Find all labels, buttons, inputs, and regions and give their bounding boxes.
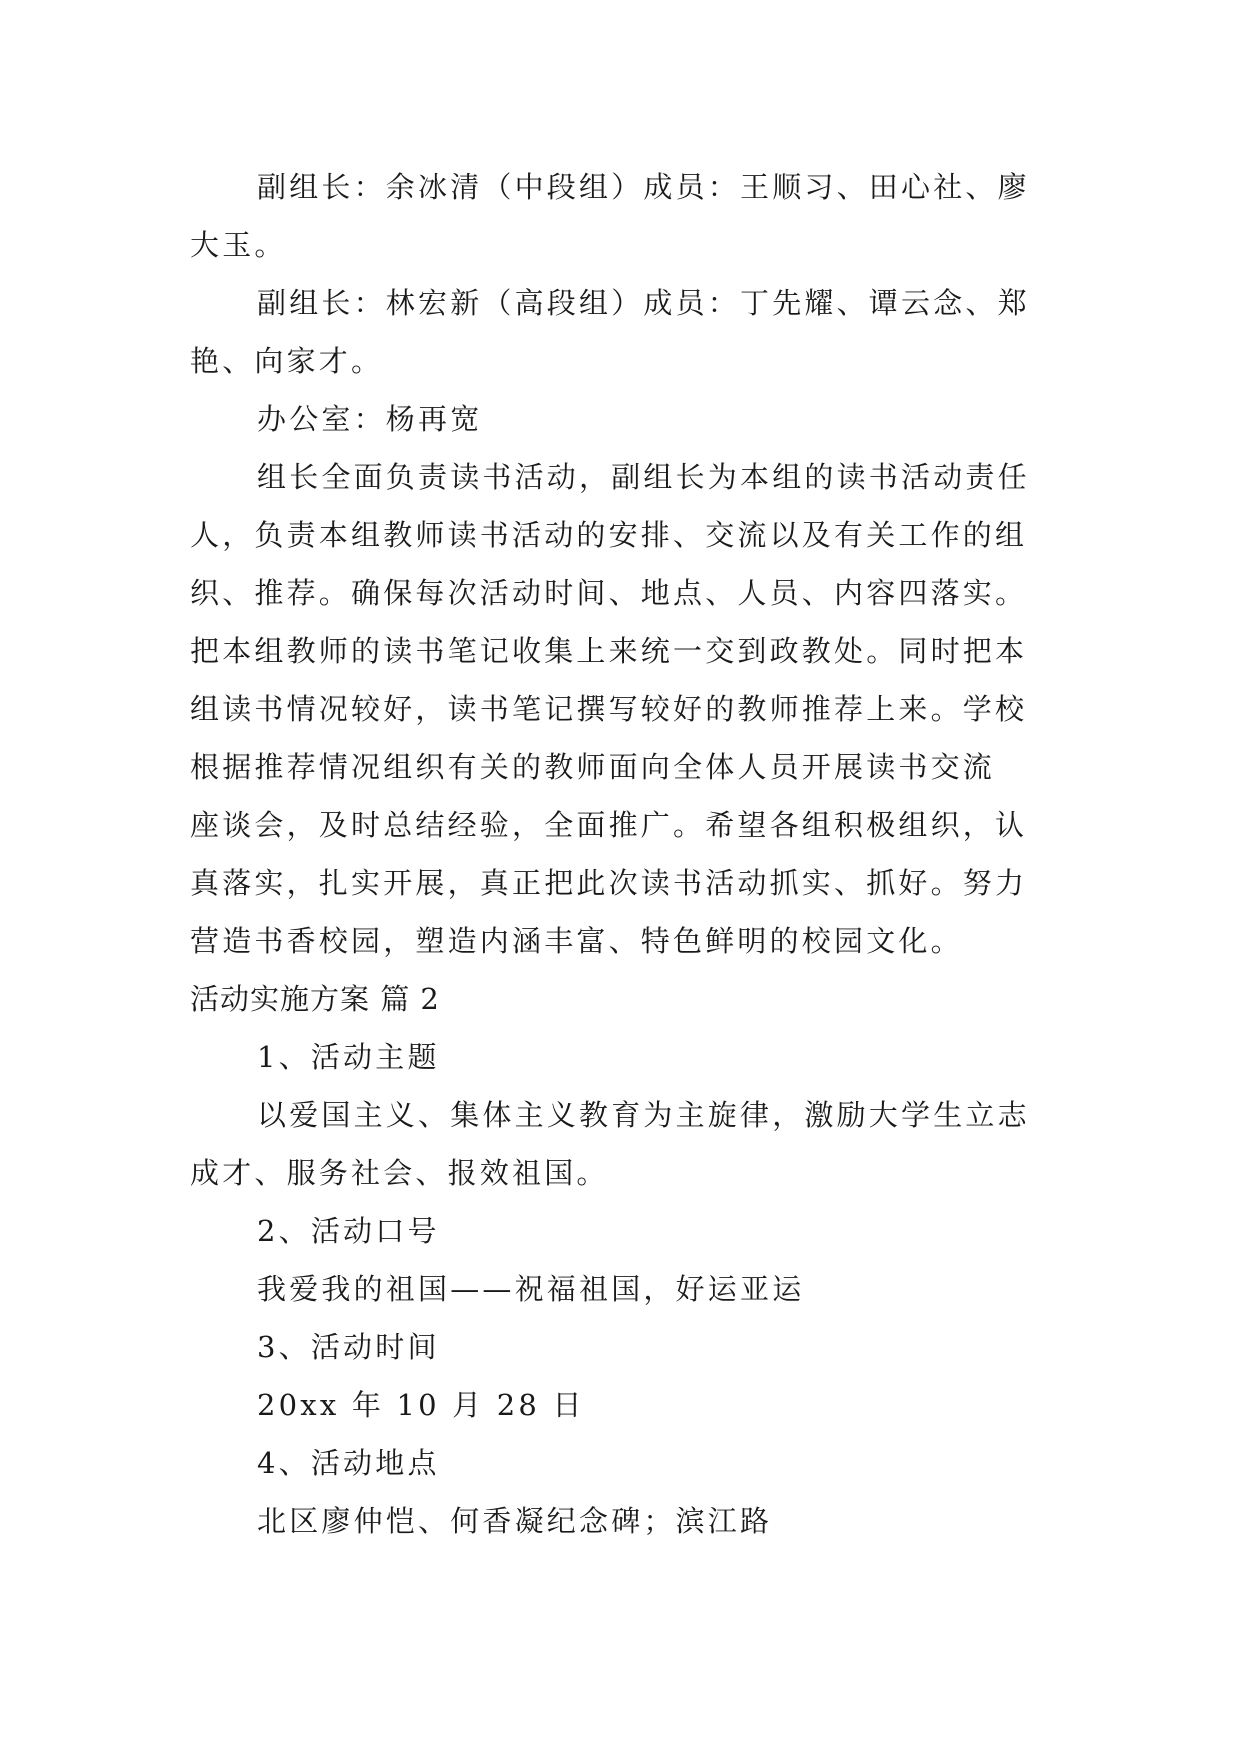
- section-heading: 活动实施方案 篇 2: [190, 982, 440, 1016]
- text-line: 组读书情况较好，读书笔记撰写较好的教师推荐上来。学校: [190, 692, 1028, 726]
- text-line: 组长全面负责读书活动，副组长为本组的读书活动责任: [257, 460, 1030, 494]
- document-body: [190, 158, 1068, 1550]
- text-line: 4、活动地点: [257, 1446, 440, 1480]
- text-line: 成才、服务社会、报效祖国。: [190, 1156, 609, 1190]
- text-line: 人，负责本组教师读书活动的安排、交流以及有关工作的组: [190, 518, 1028, 552]
- text-line: 艳、向家才。: [190, 344, 384, 378]
- text-line: 以爱国主义、集体主义教育为主旋律，激励大学生立志: [257, 1098, 1030, 1132]
- text-line: 把本组教师的读书笔记收集上来统一交到政教处。同时把本: [190, 634, 1028, 668]
- text-line: 20xx 年 10 月 28 日: [257, 1388, 585, 1422]
- text-line: 真落实，扎实开展，真正把此次读书活动抓实、抓好。努力: [190, 866, 1028, 900]
- text-line: 织、推荐。确保每次活动时间、地点、人员、内容四落实。: [190, 576, 1028, 610]
- text-line: 营造书香校园，塑造内涵丰富、特色鲜明的校园文化。: [190, 924, 963, 958]
- text-line: 1、活动主题: [257, 1040, 440, 1074]
- text-line: 座谈会，及时总结经验，全面推广。希望各组积极组织，认: [190, 808, 1028, 842]
- text-line: 办公室：杨再宽: [257, 402, 483, 436]
- text-line: 根据推荐情况组织有关的教师面向全体人员开展读书交流: [190, 750, 996, 784]
- text-line: 3、活动时间: [257, 1330, 440, 1364]
- text-line: 我爱我的祖国——祝福祖国，好运亚运: [257, 1272, 805, 1306]
- text-line: 副组长：林宏新（高段组）成员：丁先耀、谭云念、郑: [257, 286, 1030, 320]
- text-line: 2、活动口号: [257, 1214, 440, 1248]
- text-line: 北区廖仲恺、何香凝纪念碑；滨江路: [257, 1504, 773, 1538]
- text-line: 大玉。: [190, 228, 287, 262]
- text-line: 副组长：余冰清（中段组）成员：王顺习、田心社、廖: [257, 170, 1030, 204]
